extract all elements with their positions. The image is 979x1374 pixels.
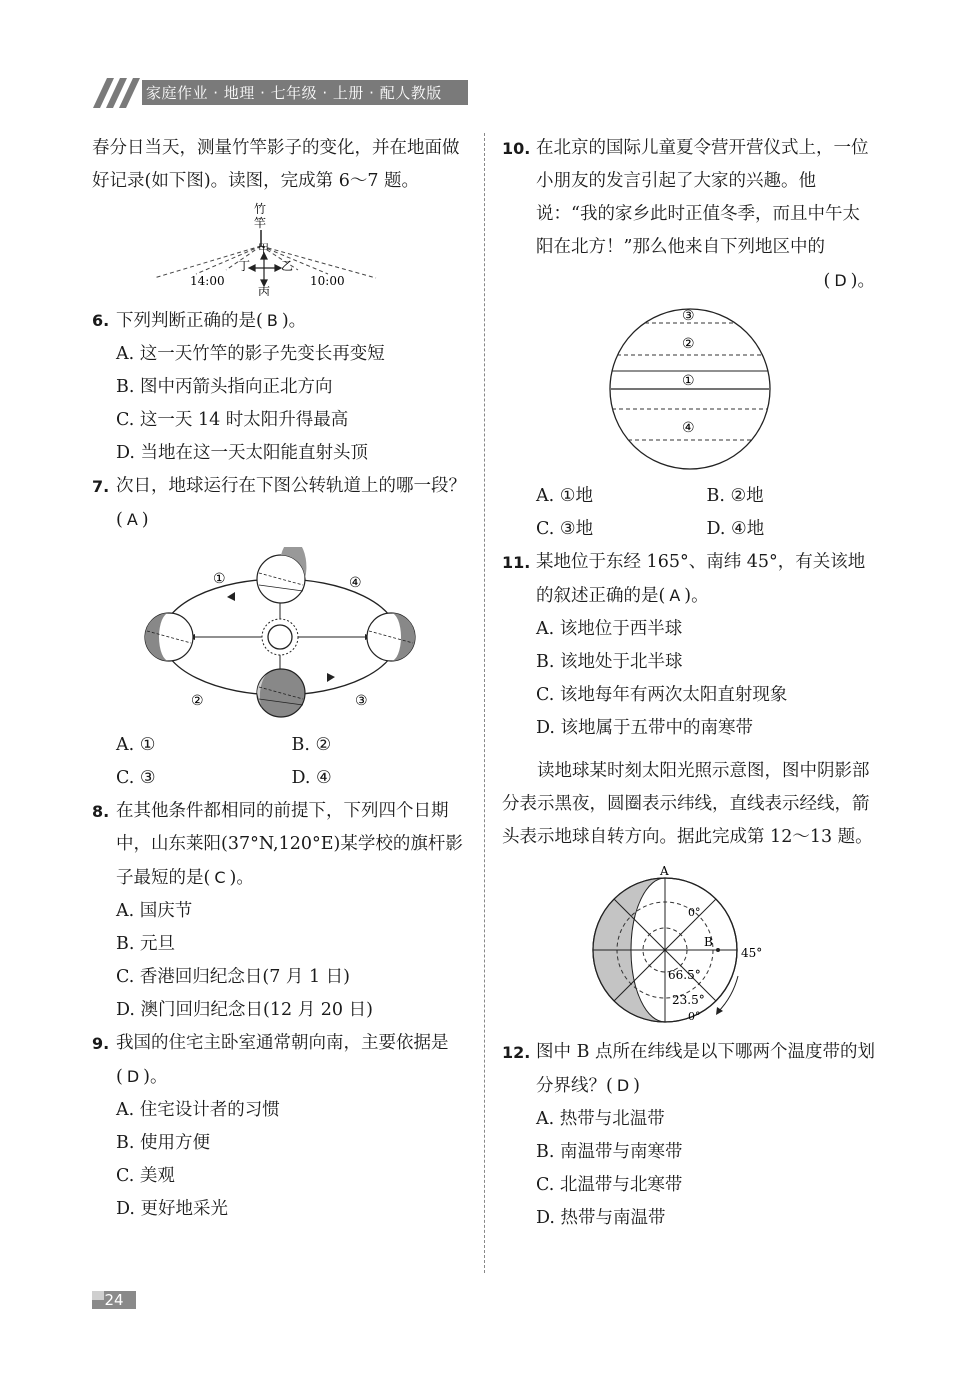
option: B. 图中丙箭头指向正北方向 xyxy=(116,377,333,397)
option: C. 该地每年有两次太阳直射现象 xyxy=(536,685,788,705)
answer-line: ( D )。 xyxy=(823,271,875,291)
answer-text: D xyxy=(616,1076,630,1095)
right-column xyxy=(502,132,877,1235)
fig1-label-gan: 竿 xyxy=(253,216,266,230)
illumination-figure xyxy=(590,864,790,1028)
lat-235-label: 23.5° xyxy=(671,993,705,1007)
orbit-seg-1: ① xyxy=(212,571,226,587)
options-row xyxy=(92,762,467,795)
zone-2: ② xyxy=(681,336,695,352)
zone-1: ① xyxy=(681,373,695,389)
options-row xyxy=(92,729,467,762)
fig1-label-ding: 丁 xyxy=(237,259,250,273)
fig1-label-1000: 10:00 xyxy=(309,274,345,288)
option: B. ②地 xyxy=(706,486,764,506)
question-number: 11. xyxy=(502,553,531,572)
question-stem: 在其他条件都相同的前提下，下列四个日期中，山东莱阳(37°N,120°E)某学校的旗杆影子最短的是( xyxy=(116,801,463,888)
question-number: 9. xyxy=(92,1034,110,1053)
option: A. ① xyxy=(116,735,156,755)
fig1-label-yi: 乙 xyxy=(280,259,293,273)
orbit-seg-2: ② xyxy=(190,693,204,709)
fig1-label-jia: 甲 xyxy=(257,242,269,255)
option: B. 该地处于北半球 xyxy=(536,652,683,672)
answer-text: D xyxy=(126,1067,140,1086)
option: C. 这一天 14 时太阳升得最高 xyxy=(116,410,349,430)
answer-text: A xyxy=(669,586,681,605)
option: D. 热带与南温带 xyxy=(536,1208,666,1228)
option: D. 澳门回归纪念日(12 月 20 日) xyxy=(116,1000,373,1020)
option: A. 该地位于西半球 xyxy=(536,619,683,639)
fig1-label-bing: 丙 xyxy=(257,285,270,296)
answer-text: D xyxy=(834,271,847,290)
option: A. 这一天竹竿的影子先变长再变短 xyxy=(116,344,385,364)
question-stem: 图中 B 点所在纬线是以下哪两个温度带的划分界线？( xyxy=(536,1042,875,1096)
orbit-figure xyxy=(135,547,425,723)
answer-text: A xyxy=(126,510,138,529)
option: C. ③ xyxy=(116,768,156,788)
question-stem: 我国的住宅主卧室通常朝向南，主要依据是( xyxy=(116,1033,449,1087)
option: C. 北温带与北寒带 xyxy=(536,1175,683,1195)
option: D. ④ xyxy=(291,768,332,788)
question-stem: 下列判断正确的是( xyxy=(116,311,263,331)
question-7: 7. 次日，地球运行在下图公转轨道上的哪一段？( A ) xyxy=(92,470,467,537)
page-header xyxy=(92,80,468,105)
bottom-0-label: 0° xyxy=(687,1010,700,1023)
question-number: 6. xyxy=(92,311,110,330)
question-stem: 在北京的国际儿童夏令营开营仪式上，一位小朋友的发言引起了大家的兴趣。他说：“我的家乡此时正值冬季，而且中午太阳在北方！”那么他来自下列地区中的 xyxy=(536,138,869,257)
page-number xyxy=(92,1291,136,1309)
lat-0-label: 0° xyxy=(687,906,700,919)
question-12: 12. 图中 B 点所在纬线是以下哪两个温度带的划分界线？( D ) xyxy=(502,1036,877,1103)
answer-text: B xyxy=(266,311,278,330)
option: B. ② xyxy=(291,735,332,755)
option: A. 住宅设计者的习惯 xyxy=(116,1100,280,1120)
options-row xyxy=(502,480,877,513)
option: C. 香港回归纪念日(7 月 1 日) xyxy=(116,967,351,987)
question-11: 11. 某地位于东经 165°、南纬 45°，有关该地的叙述正确的是( A )。 xyxy=(502,546,877,613)
question-number: 8. xyxy=(92,802,110,821)
option: B. 南温带与南寒带 xyxy=(536,1142,683,1162)
option: A. ①地 xyxy=(536,486,593,506)
fig1-label-zhu: 竹 xyxy=(253,202,266,216)
point-a-label: A xyxy=(659,864,669,878)
intro-text-2: 读地球某时刻太阳光照示意图，图中阴影部分表示黑夜，圆圈表示纬线，直线表示经线，箭头表示地球自转方向。据此完成第 12～13 题。 xyxy=(502,761,873,847)
orbit-seg-4: ④ xyxy=(348,575,362,591)
question-number: 7. xyxy=(92,477,110,496)
option: B. 使用方便 xyxy=(116,1133,210,1153)
page-number-text: 24 xyxy=(104,1291,124,1309)
lat-665-label: 66.5° xyxy=(667,968,701,982)
question-10 xyxy=(502,132,877,264)
answer-text: C xyxy=(214,868,226,887)
question-6: 6. 下列判断正确的是( B )。 xyxy=(92,304,467,338)
latitude-zones-figure xyxy=(600,304,780,474)
point-b-label: B xyxy=(703,935,713,949)
zone-4: ④ xyxy=(681,420,695,436)
options-row xyxy=(502,513,877,546)
question-stem: 某地位于东经 165°、南纬 45°，有关该地的叙述正确的是( xyxy=(536,552,866,606)
question-8: 8. 在其他条件都相同的前提下，下列四个日期中，山东莱阳(37°N,120°E)某学校的旗杆影子最短的是( C )。 xyxy=(92,795,467,895)
intro-text: 春分日当天，测量竹竿影子的变化，并在地面做好记录(如下图)。读图，完成第 6～7 题。 xyxy=(92,138,460,191)
column-divider xyxy=(484,133,485,1273)
option: A. 国庆节 xyxy=(116,901,193,921)
header-title: 家庭作业 · 地理 · 七年级 · 上册 · 配人教版 xyxy=(146,84,442,102)
question-number: 12. xyxy=(502,1043,531,1062)
option: D. 更好地采光 xyxy=(116,1199,229,1219)
header-slash-decoration xyxy=(92,80,142,105)
question-number: 10. xyxy=(502,139,531,158)
bamboo-shadow-figure xyxy=(150,200,410,296)
option: D. ④地 xyxy=(706,519,765,539)
option: A. 热带与北温带 xyxy=(536,1109,665,1129)
option: D. 当地在这一天太阳能直射头顶 xyxy=(116,443,369,463)
option: D. 该地属于五带中的南寒带 xyxy=(536,718,754,738)
zone-3: ③ xyxy=(681,308,695,324)
question-stem: 次日，地球运行在下图公转轨道上的哪一段？( xyxy=(116,476,466,530)
orbit-seg-3: ③ xyxy=(354,693,368,709)
left-column xyxy=(92,132,467,1226)
question-9: 9. 我国的住宅主卧室通常朝向南，主要依据是( D )。 xyxy=(92,1027,467,1094)
option: C. 美观 xyxy=(116,1166,175,1186)
fig1-label-1400: 14:00 xyxy=(189,274,225,288)
lat-45-label: 45° xyxy=(740,946,762,960)
option: B. 元旦 xyxy=(116,934,175,954)
option: C. ③地 xyxy=(536,519,594,539)
